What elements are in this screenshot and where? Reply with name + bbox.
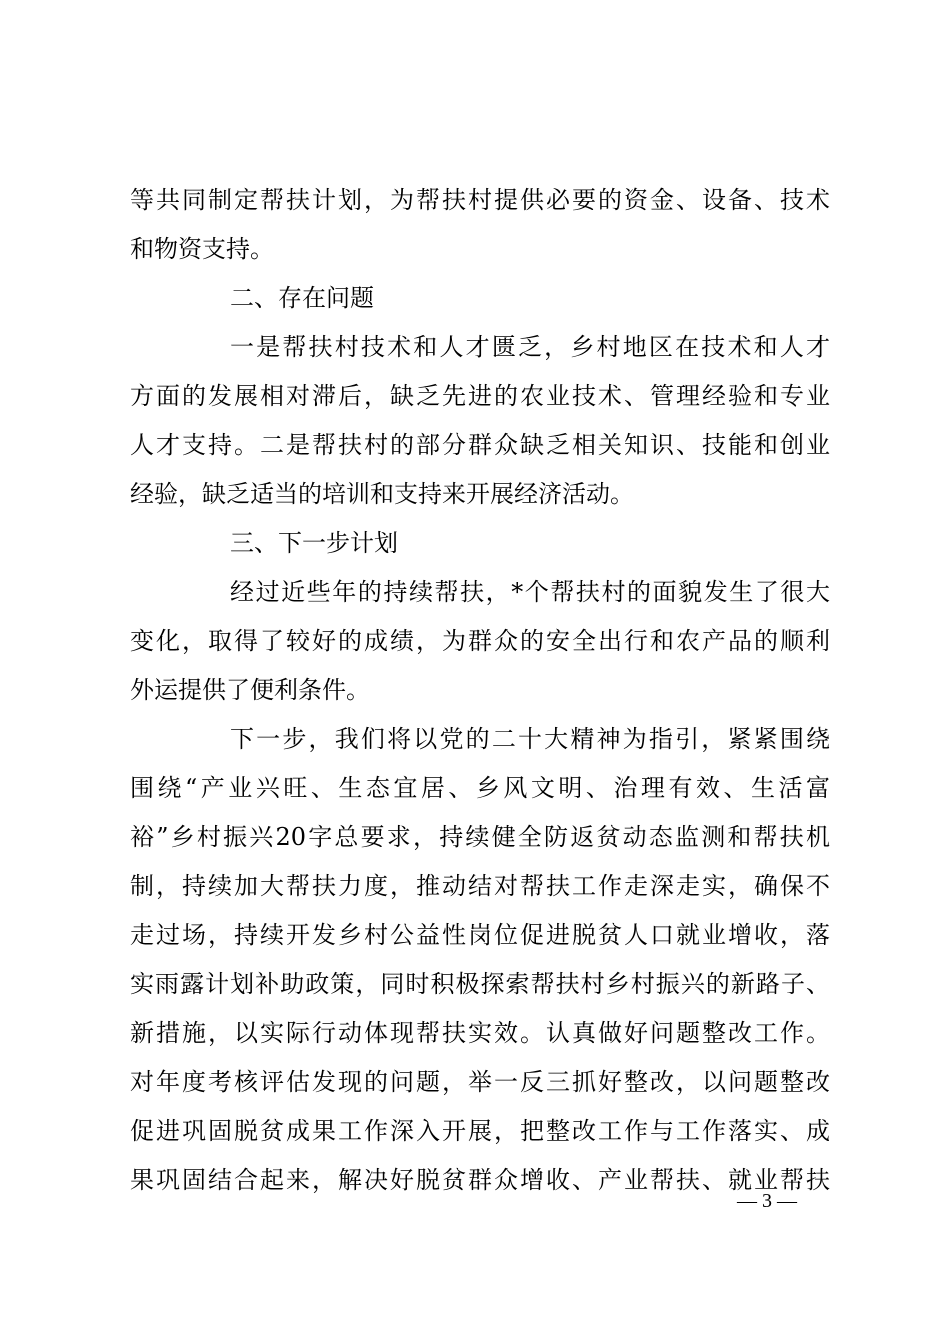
paragraph-line: 等共同制定帮扶计划，为帮扶村提供必要的资金、设备、技术 — [130, 186, 830, 214]
section-heading-problems: 二、存在问题 — [230, 284, 374, 312]
section-heading-next-steps: 三、下一步计划 — [230, 529, 398, 557]
paragraph-line: 方面的发展相对滞后，缺乏先进的农业技术、管理经验和专业 — [130, 382, 830, 410]
paragraph-line: 对年度考核评估发现的问题，举一反三抓好整改，以问题整改 — [130, 1068, 830, 1096]
paragraph-line: 走过场，持续开发乡村公益性岗位促进脱贫人口就业增收，落 — [130, 921, 830, 949]
paragraph-line: 果巩固结合起来，解决好脱贫群众增收、产业帮扶、就业帮扶 — [130, 1166, 830, 1194]
paragraph-line: 经验，缺乏适当的培训和支持来开展经济活动。 — [130, 480, 634, 508]
page-number: — 3 — — [737, 1190, 797, 1212]
paragraph-line: 裕”乡村振兴20字总要求，持续健全防返贫动态监测和帮扶机 — [130, 823, 830, 851]
paragraph-line: 变化，取得了较好的成绩，为群众的安全出行和农产品的顺利 — [130, 627, 830, 655]
paragraph-line: 下一步，我们将以党的二十大精神为指引，紧紧围绕 — [230, 725, 830, 753]
paragraph-line: 外运提供了便利条件。 — [130, 676, 370, 704]
paragraph-line: 和物资支持。 — [130, 235, 274, 263]
document-body — [130, 176, 830, 1205]
paragraph-line: 制，持续加大帮扶力度，推动结对帮扶工作走深走实，确保不 — [130, 872, 830, 900]
paragraph-line: 实雨露计划补助政策，同时积极探索帮扶村乡村振兴的新路子、 — [130, 970, 830, 998]
paragraph-line: 经过近些年的持续帮扶，*个帮扶村的面貌发生了很大 — [230, 578, 830, 606]
paragraph-line: 促进巩固脱贫成果工作深入开展，把整改工作与工作落实、成 — [130, 1117, 830, 1145]
paragraph-line: 围绕“产业兴旺、生态宜居、乡风文明、治理有效、生活富 — [130, 774, 830, 802]
paragraph-line: 人才支持。二是帮扶村的部分群众缺乏相关知识、技能和创业 — [130, 431, 830, 459]
paragraph-line: 一是帮扶村技术和人才匮乏，乡村地区在技术和人才 — [230, 333, 830, 361]
paragraph-line: 新措施，以实际行动体现帮扶实效。认真做好问题整改工作。 — [130, 1019, 830, 1047]
